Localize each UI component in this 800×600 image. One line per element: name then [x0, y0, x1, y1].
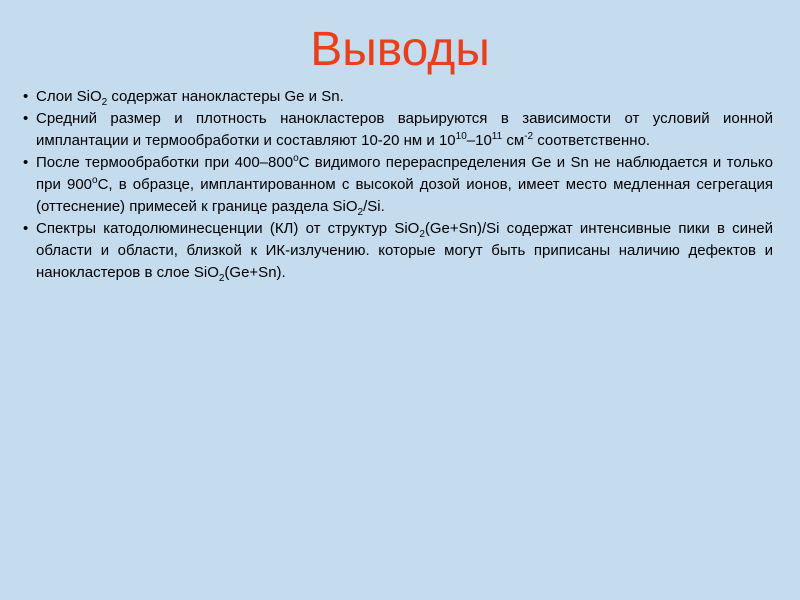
bullet-text: После термообработки при 400–800: [36, 154, 294, 171]
bullet-text: Спектры катодолюминесценции (КЛ) от структур SiO: [36, 220, 420, 237]
bullet-item: [23, 218, 773, 284]
bullet-supscript: -2: [524, 131, 534, 142]
bullet-text: (Ge+Sn)/Si содержат интенсивные пики в синей области и области, близкой к ИК-излучению. которые могут быть приписаны наличию дефектов и нанокластеров в слое SiO: [36, 220, 773, 281]
bullet-subscript: 2: [218, 273, 225, 284]
bullet-text: /Si.: [363, 198, 385, 215]
bullet-text: содержат нанокластеры Ge и Sn.: [107, 88, 344, 105]
bullet-text: –10: [466, 132, 492, 149]
bullet-list: [23, 86, 773, 284]
bullet-text: Средний размер и плотность нанокластеров варьируются в зависимости от условий ионной имплантации и термообработки и составляют 10-20 нм и 10: [36, 110, 773, 149]
bullet-text: С видимого перераспределения Ge и Sn не наблюдается и только при 900: [36, 154, 773, 193]
bullet-text: С, в образце, имплантированном с высокой дозой ионов, имеет место медленная сегрегация (оттеснение) примесей к границе раздела SiO: [36, 176, 774, 215]
bullet-item: [23, 152, 773, 218]
bullet-subscript: 2: [419, 229, 425, 240]
bullet-item: [23, 108, 773, 152]
bullet-item: [23, 86, 773, 108]
bullet-text: (Ge+Sn).: [224, 264, 286, 281]
bullet-supscript: 11: [491, 131, 503, 142]
bullet-supscript: о: [293, 153, 299, 164]
slide-title: Выводы: [310, 23, 490, 76]
bullet-supscript: о: [92, 175, 98, 186]
bullet-supscript: 10: [455, 131, 467, 142]
bullet-subscript: 2: [101, 97, 108, 108]
bullet-text: соответственно.: [533, 132, 651, 149]
bullet-subscript: 2: [357, 207, 364, 218]
bullet-text: Слои SiO: [36, 88, 102, 105]
bullet-text: см: [502, 132, 525, 149]
